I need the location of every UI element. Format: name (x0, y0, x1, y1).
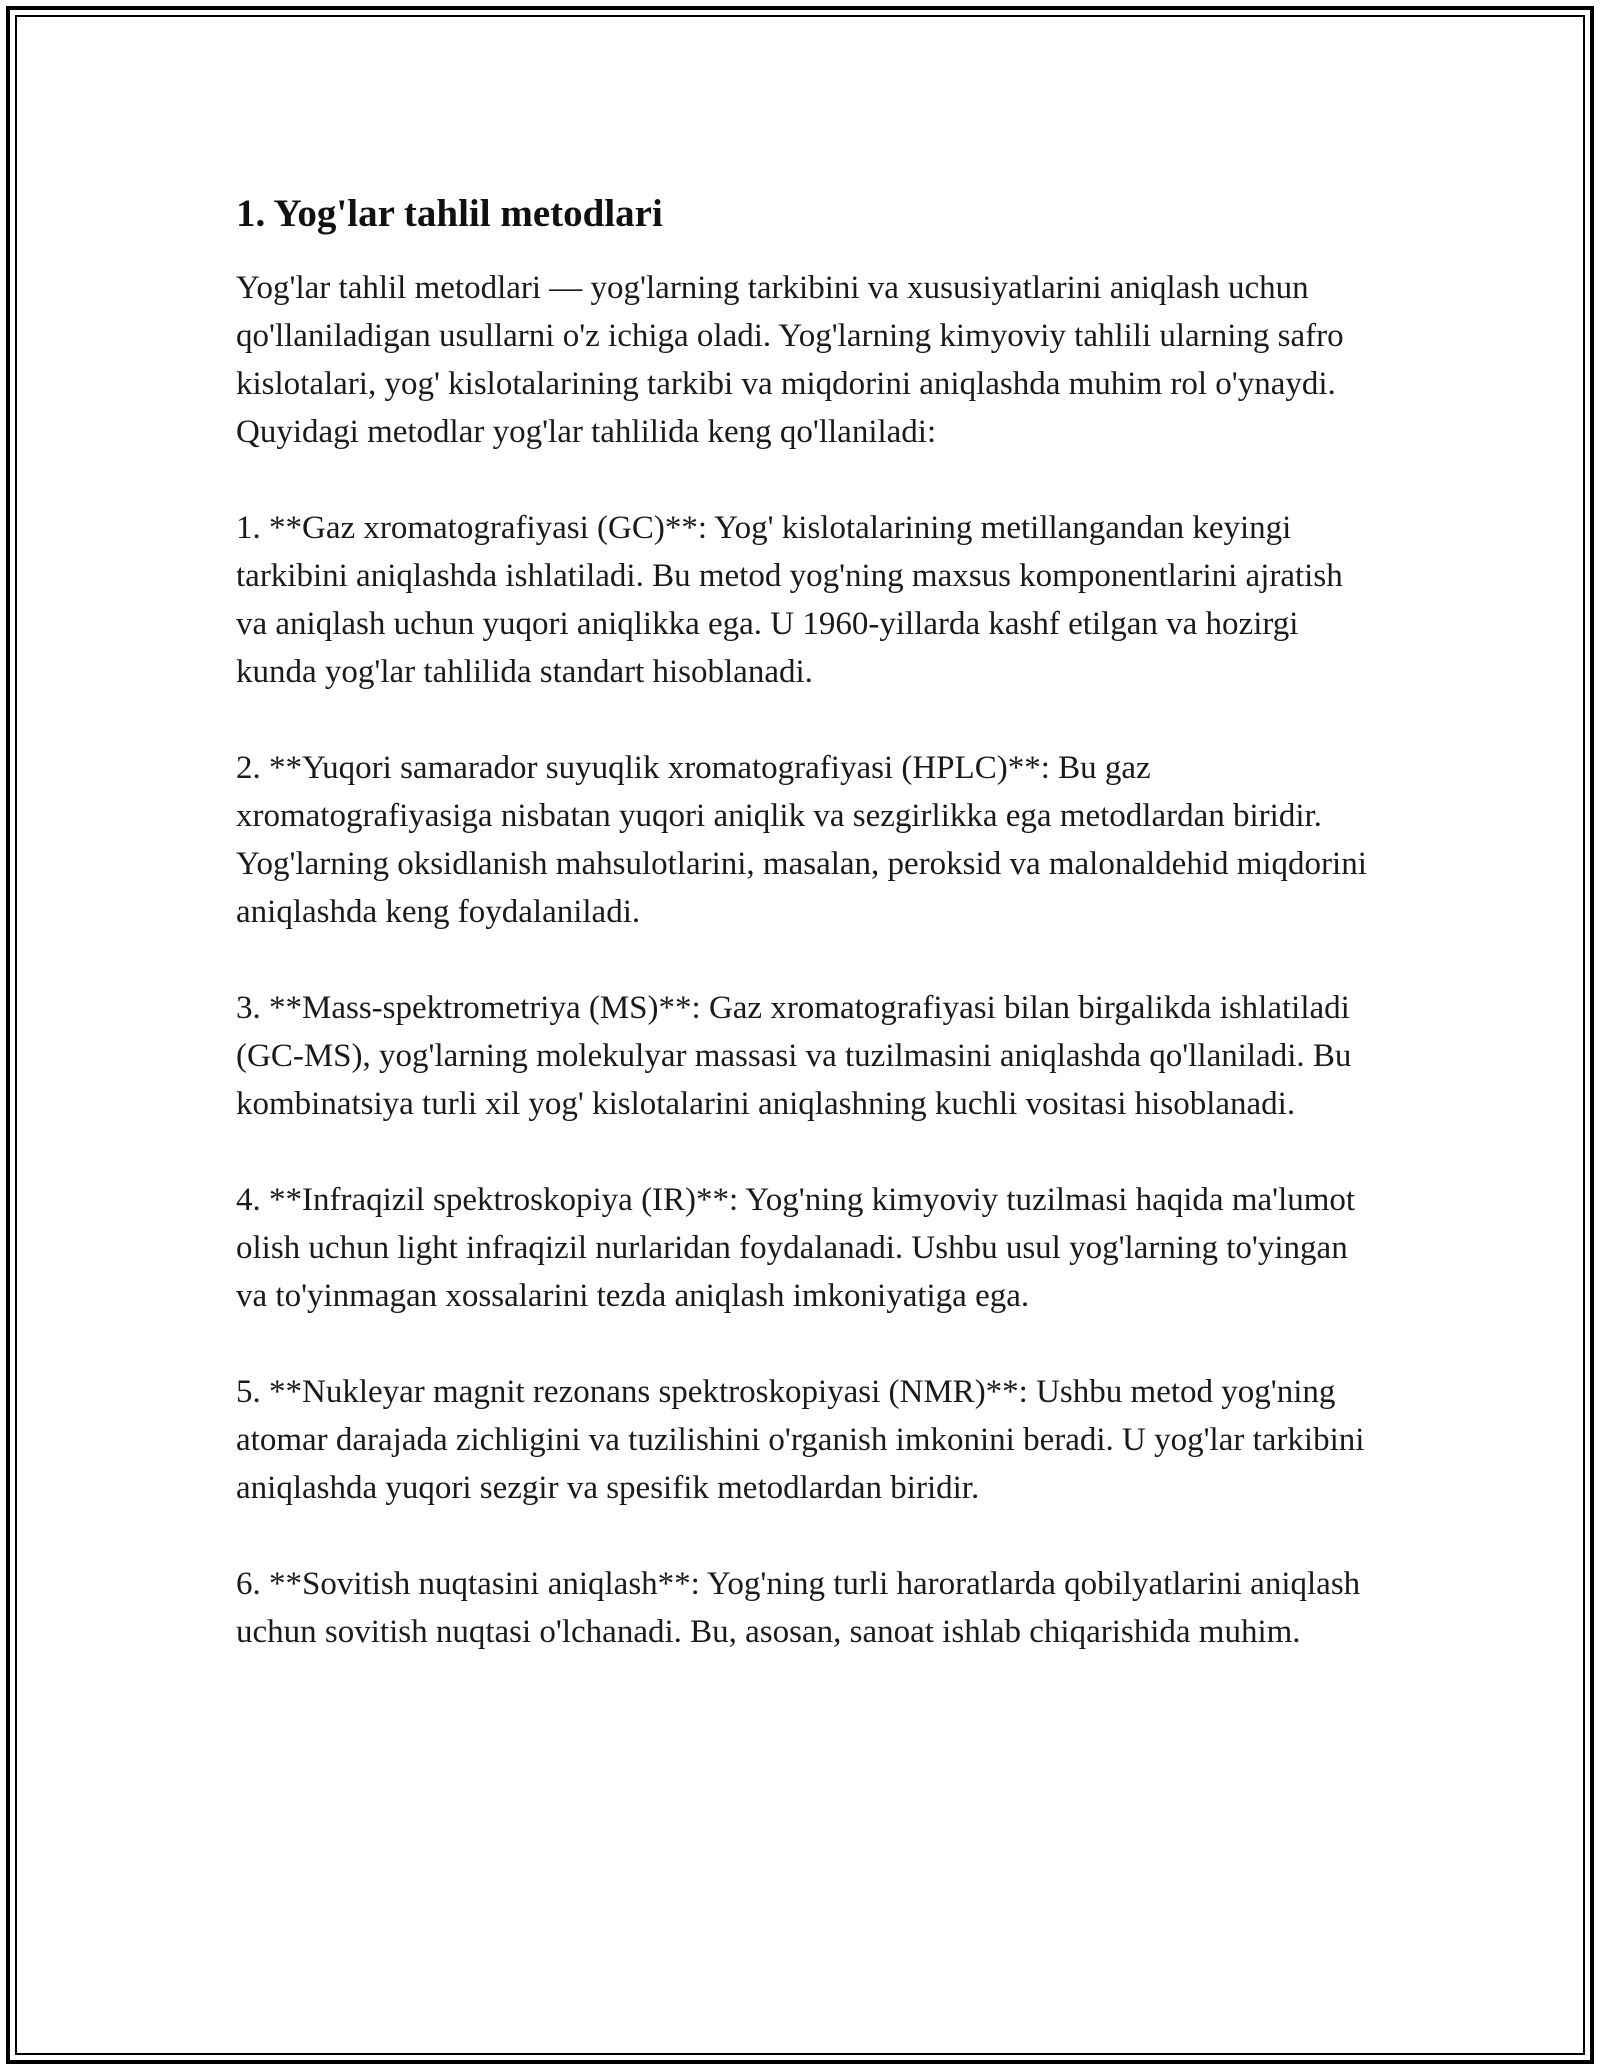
document-body (236, 186, 1376, 1704)
intro-paragraph: Yog'lar tahlil metodlari — yog'larning tarkibini va xususiyatlarini aniqlash uchun qo'llaniladigan usullarni o'z ichiga oladi. Yog'larning kimyoviy tahlili ularning safro kislotalari, yog' kislotalarining tarkibi va miqdorini aniqlashda muhim rol o'ynaydi. Quyidagi metodlar yog'lar tahlilida keng qo'llaniladi: (236, 270, 1344, 450)
method-gc-paragraph: 1. **Gaz xromatografiyasi (GC)**: Yog' kislotalarining metillangandan keyingi tarkibini aniqlashda ishlatiladi. Bu metod yog'ning maxsus komponentlarini ajratish va aniqlash uchun yuqori aniqlikka ega. U 1960-yillarda kashf etilgan va hozirgi kunda yog'lar tahlilida standart hisoblanadi. (236, 510, 1343, 690)
method-ir-paragraph: 4. **Infraqizil spektroskopiya (IR)**: Yog'ning kimyoviy tuzilmasi haqida ma'lumot olish uchun light infraqizil nurlaridan foydalanadi. Ushbu usul yog'larning to'yingan va to'yinmagan xossalarini tezda aniqlash imkoniyatiga ega. (236, 1182, 1356, 1314)
method-hplc-paragraph: 2. **Yuqori samarador suyuqlik xromatografiyasi (HPLC)**: Bu gaz xromatografiyasiga nisbatan yuqori aniqlik va sezgirlikka ega metodlardan biridir. Yog'larning oksidlanish mahsulotlarini, masalan, peroksid va malonaldehid miqdorini aniqlashda keng foydalaniladi. (236, 750, 1367, 930)
document-title: 1. Yog'lar tahlil metodlari (236, 192, 663, 235)
method-nmr-paragraph: 5. **Nukleyar magnit rezonans spektroskopiyasi (NMR)**: Ushbu metod yog'ning atomar darajada zichligini va tuzilishini o'rganish imkonini beradi. U yog'lar tarkibini aniqlashda yuqori sezgir va spesifik metodlardan biridir. (236, 1374, 1365, 1506)
method-ms-paragraph: 3. **Mass-spektrometriya (MS)**: Gaz xromatografiyasi bilan birgalikda ishlatiladi (GC-MS), yog'larning molekulyar massasi va tuzilmasini aniqlashda qo'llaniladi. Bu kombinatsiya turli xil yog' kislotalarini aniqlashning kuchli vositasi hisoblanadi. (236, 990, 1352, 1122)
method-cooling-point-paragraph: 6. **Sovitish nuqtasini aniqlash**: Yog'ning turli haroratlarda qobilyatlarini aniqlash uchun sovitish nuqtasi o'lchanadi. Bu, asosan, sanoat ishlab chiqarishida muhim. (236, 1566, 1361, 1650)
